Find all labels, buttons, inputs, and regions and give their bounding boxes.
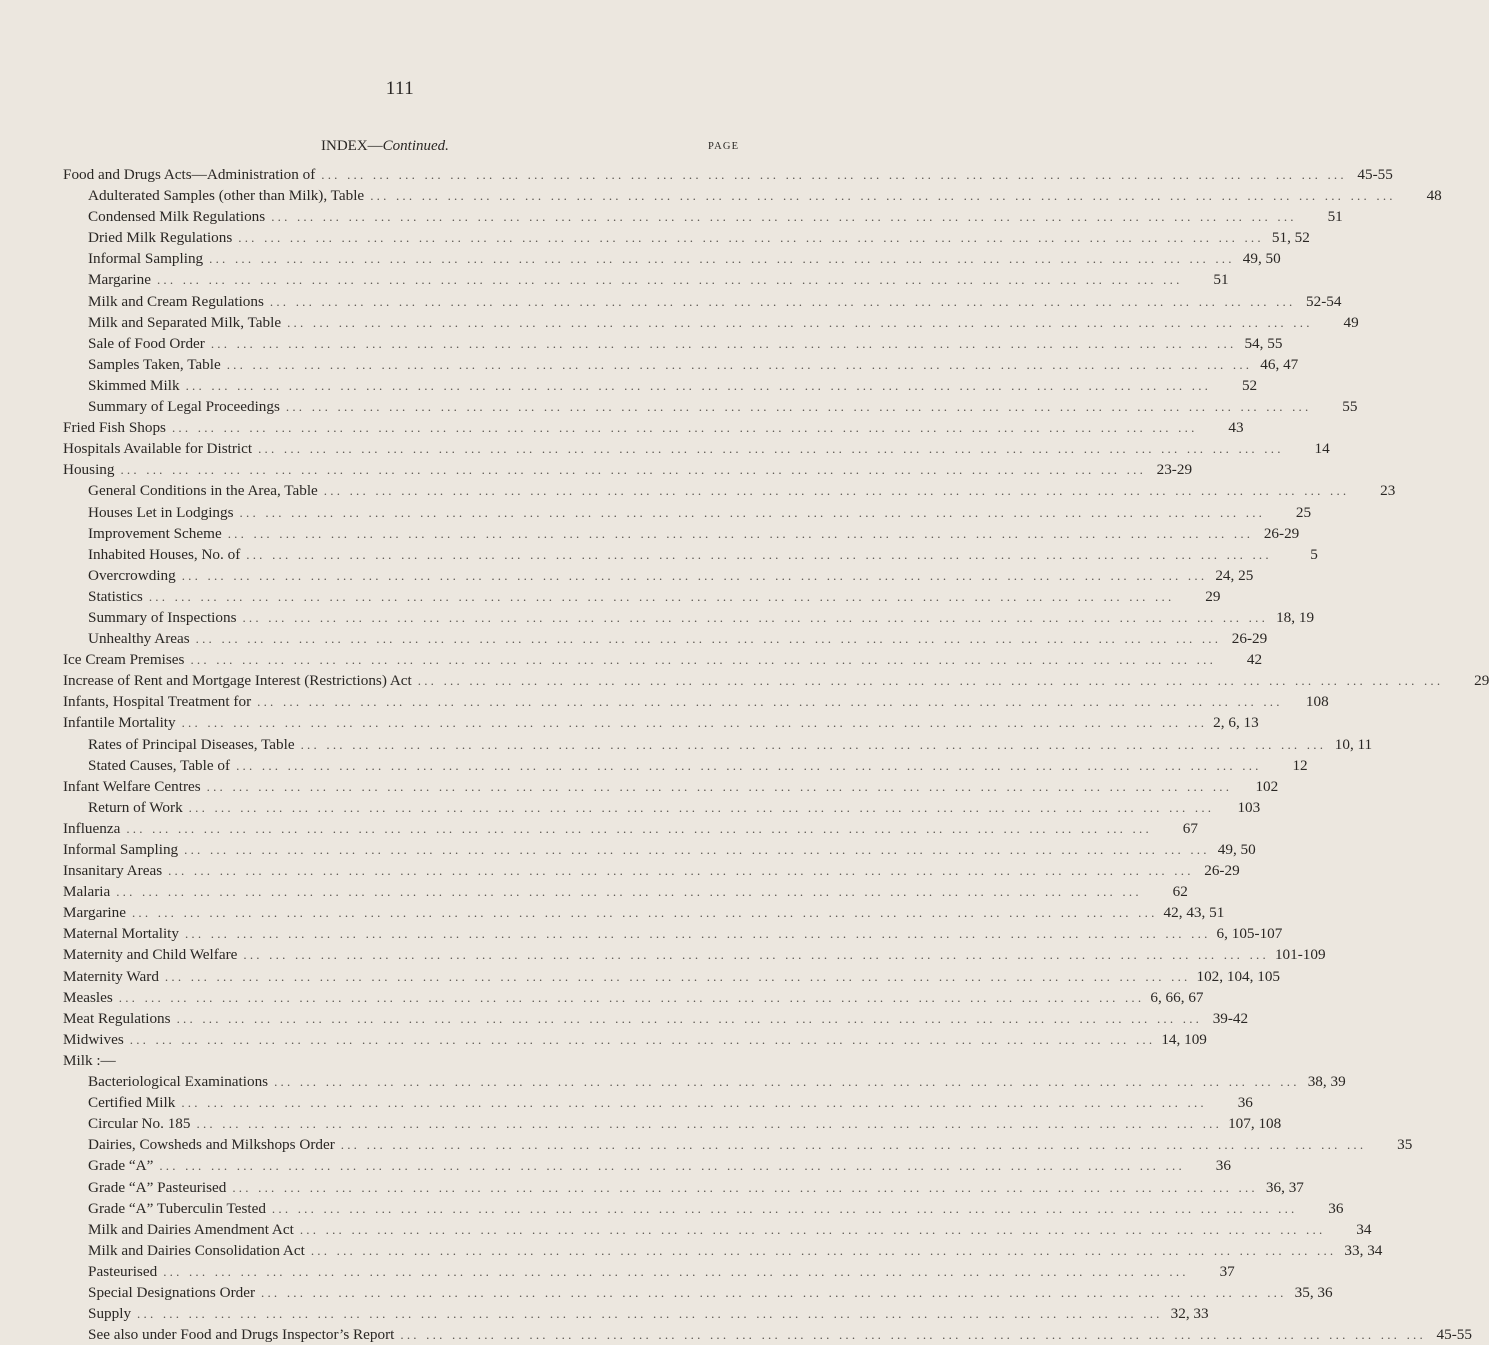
index-entry (63, 565, 1254, 586)
entry-label: See also under Food and Drugs Inspector’s Report (88, 1326, 395, 1344)
index-entry (63, 776, 1279, 797)
index-entry (63, 227, 1310, 248)
entry-label: Overcrowding (88, 566, 176, 584)
index-entry (63, 1071, 1346, 1092)
index-entry (63, 607, 1315, 628)
dot-leader: ... ... ... ... ... ... ... ... ... ... ... ... ... ... ... ... ... ... ... ... ... ... ... ... ... ... ... ... ... ... ... ... ... ... ... ... ... ... ... ... (171, 420, 1198, 436)
entry-pages: 2, 6, 13 (1213, 714, 1259, 732)
dot-leader: ... ... ... ... ... ... ... ... ... ... ... ... ... ... ... ... ... ... ... ... ... ... ... ... ... ... ... ... ... ... ... ... ... ... ... ... ... ... ... ... (156, 272, 1183, 288)
entry-pages: 42, 43, 51 (1163, 904, 1225, 922)
index-entry (63, 312, 1359, 333)
entry-pages: 34 (1356, 1220, 1372, 1238)
dot-leader: ... ... ... ... ... ... ... ... ... ... ... ... ... ... ... ... ... ... ... ... ... ... ... ... ... ... ... ... ... ... ... ... ... ... ... ... ... ... ... ... (226, 356, 1253, 372)
dot-leader: ... ... ... ... ... ... ... ... ... ... ... ... ... ... ... ... ... ... ... ... ... ... ... ... ... ... ... ... ... ... ... ... ... ... ... ... ... ... ... ... (236, 757, 1262, 773)
entry-label: Skimmed Milk (88, 376, 180, 394)
dot-leader: ... ... ... ... ... ... ... ... ... ... ... ... ... ... ... ... ... ... ... ... ... ... ... ... ... ... ... ... ... ... ... ... ... ... ... ... ... ... ... ... (258, 441, 1284, 457)
dot-leader: ... ... ... ... ... ... ... ... ... ... ... ... ... ... ... ... ... ... ... ... ... ... ... ... ... ... ... ... ... ... ... ... ... ... ... ... ... ... ... ... (131, 905, 1158, 921)
index-entry (63, 1008, 1249, 1029)
index-entry (63, 586, 1221, 607)
entry-pages: 49, 50 (1217, 841, 1256, 858)
dot-leader: ... ... ... ... ... ... ... ... ... ... ... ... ... ... ... ... ... ... ... ... ... ... ... ... ... ... ... ... ... ... ... ... ... ... ... ... ... ... ... ... (137, 1306, 1163, 1322)
index-title (321, 138, 449, 155)
entry-label: Infantile Mortality (63, 714, 176, 732)
entry-label: Margarine (88, 271, 151, 289)
entry-pages: 102, 104, 105 (1196, 967, 1281, 985)
page-column-label: PAGE (708, 141, 740, 152)
entry-label: Unhealthy Areas (88, 630, 190, 648)
index-entry (63, 755, 1308, 776)
entry-label: Dairies, Cowsheds and Milkshops Order (88, 1136, 335, 1154)
entry-label: Meat Regulations (63, 1009, 171, 1027)
entry-pages: 18, 19 (1276, 608, 1315, 626)
index-entry (63, 712, 1259, 733)
index-entry (63, 164, 1393, 185)
index-entry (63, 185, 1442, 206)
dot-leader: ... ... ... ... ... ... ... ... ... ... ... ... ... ... ... ... ... ... ... ... ... ... ... ... ... ... ... ... ... ... ... ... ... ... ... ... ... ... ... ... (159, 1158, 1185, 1174)
dot-leader: ... ... ... ... ... ... ... ... ... ... ... ... ... ... ... ... ... ... ... ... ... ... ... ... ... ... ... ... ... ... ... ... ... ... ... ... ... ... ... ... (321, 167, 1347, 182)
entry-pages: 36 (1237, 1094, 1253, 1112)
dot-leader: ... ... ... ... ... ... ... ... ... ... ... ... ... ... ... ... ... ... ... ... ... ... ... ... ... ... ... ... ... ... ... ... ... ... ... ... ... ... ... ... (188, 799, 1215, 815)
index-entry (63, 628, 1268, 649)
entry-label: Sale of Food Order (88, 334, 205, 352)
entry-pages: 51 (1327, 208, 1343, 226)
entry-pages: 42 (1246, 651, 1263, 669)
entry-pages: 29 (1205, 587, 1221, 605)
entry-label: Statistics (88, 587, 143, 605)
entry-label: Insanitary Areas (63, 862, 163, 880)
entry-label: Inhabited Houses, No. of (88, 545, 241, 563)
index-entry (63, 1324, 1472, 1345)
index-entry (63, 480, 1396, 501)
dot-leader: ... ... ... ... ... ... ... ... ... ... ... ... ... ... ... ... ... ... ... ... ... ... ... ... ... ... ... ... ... ... ... ... ... ... ... ... ... ... ... ... (164, 968, 1191, 984)
entry-pages: 39-42 (1212, 1009, 1249, 1027)
entry-label: Milk and Dairies Consolidation Act (88, 1241, 305, 1259)
entry-pages: 35, 36 (1294, 1283, 1333, 1301)
dot-leader: ... ... ... ... ... ... ... ... ... ... ... ... ... ... ... ... ... ... ... ... ... ... ... ... ... ... ... ... ... ... ... ... ... ... ... ... ... ... ... ... (261, 1284, 1287, 1300)
entry-label: Grade “A” Tuberculin Tested (88, 1199, 266, 1217)
dot-leader: ... ... ... ... ... ... ... ... ... ... ... ... ... ... ... ... ... ... ... ... ... ... ... ... ... ... ... ... ... ... ... ... ... ... ... ... ... ... ... ... (120, 462, 1147, 478)
index-entry (63, 354, 1299, 375)
index-entry (63, 1050, 743, 1071)
entry-pages: 24, 25 (1215, 566, 1254, 584)
entry-pages: 26-29 (1263, 524, 1300, 542)
index-entry (63, 1155, 1231, 1176)
index-entry (63, 1134, 1413, 1155)
dot-leader: ... ... ... ... ... ... ... ... ... ... ... ... ... ... ... ... ... ... ... ... ... ... ... ... ... ... ... ... ... ... ... ... ... ... ... ... ... ... ... ... (271, 1200, 1298, 1216)
entry-label: Grade “A” (88, 1157, 154, 1175)
index-entry (63, 1303, 1209, 1324)
entry-pages: 26-29 (1231, 630, 1268, 648)
index-entry (63, 1092, 1253, 1113)
entry-label: Samples Taken, Table (88, 355, 221, 373)
entry-label: Ice Cream Premises (63, 651, 185, 669)
index-entry (63, 375, 1258, 396)
dot-leader: ... ... ... ... ... ... ... ... ... ... ... ... ... ... ... ... ... ... ... ... ... ... ... ... ... ... ... ... ... ... ... ... ... ... ... ... ... ... ... ... (168, 863, 1194, 879)
entry-pages: 36, 37 (1265, 1178, 1304, 1196)
dot-leader: ... ... ... ... ... ... ... ... ... ... ... ... ... ... ... ... ... ... ... ... ... ... ... ... ... ... ... ... ... ... ... ... ... ... ... ... ... ... ... ... (323, 483, 1350, 499)
entry-pages: 54, 55 (1244, 334, 1283, 352)
dot-leader: ... ... ... ... ... ... ... ... ... ... ... ... ... ... ... ... ... ... ... ... ... ... ... ... ... ... ... ... ... ... ... ... ... ... ... ... ... ... ... ... (340, 1137, 1367, 1153)
entry-pages: 12 (1292, 756, 1308, 774)
dot-leader: ... ... ... ... ... ... ... ... ... ... ... ... ... ... ... ... ... ... ... ... ... ... ... ... ... ... ... ... ... ... ... ... ... ... ... ... ... ... ... ... (243, 947, 1269, 963)
entry-label: Summary of Inspections (88, 608, 237, 626)
entry-pages: 101-109 (1274, 946, 1326, 964)
entry-label: Fried Fish Shops (63, 419, 166, 437)
index-entry (63, 839, 1256, 860)
dot-leader: ... ... ... ... ... ... ... ... ... ... ... ... ... ... ... ... ... ... ... ... ... ... ... ... ... ... ... ... ... ... ... ... ... ... ... ... ... ... ... ... (190, 652, 1217, 668)
page-number: 111 (385, 78, 415, 99)
dot-leader: ... ... ... ... ... ... ... ... ... ... ... ... ... ... ... ... ... ... ... ... ... ... ... ... ... ... ... ... ... ... ... ... ... ... ... ... ... ... ... ... (181, 1095, 1207, 1111)
dot-leader: ... ... ... ... ... ... ... ... ... ... ... ... ... ... ... ... ... ... ... ... ... ... ... ... ... ... ... ... ... ... ... ... ... ... ... ... ... ... ... ... (285, 399, 1312, 415)
index-entry (63, 1177, 1304, 1198)
dot-leader: ... ... ... ... ... ... ... ... ... ... ... ... ... ... ... ... ... ... ... ... ... ... ... ... ... ... ... ... ... ... ... ... ... ... ... ... ... ... ... ... (163, 1263, 1189, 1279)
entry-pages: 32, 33 (1170, 1305, 1209, 1323)
dot-leader: ... ... ... ... ... ... ... ... ... ... ... ... ... ... ... ... ... ... ... ... ... ... ... ... ... ... ... ... ... ... ... ... ... ... ... ... ... ... ... ... (274, 1074, 1300, 1090)
dot-leader: ... ... ... ... ... ... ... ... ... ... ... ... ... ... ... ... ... ... ... ... ... ... ... ... ... ... ... ... ... ... ... ... ... ... ... ... ... ... ... ... (129, 1031, 1156, 1047)
entry-label: Influenza (63, 819, 121, 837)
index-entry (63, 860, 1240, 881)
index-entry (63, 1261, 1235, 1282)
entry-label: Milk and Dairies Amendment Act (88, 1220, 294, 1238)
dot-leader: ... ... ... ... ... ... ... ... ... ... ... ... ... ... ... ... ... ... ... ... ... ... ... ... ... ... ... ... ... ... ... ... ... ... ... ... ... ... ... ... (269, 293, 1296, 309)
entry-pages: 45-55 (1357, 166, 1393, 183)
index-header (0, 138, 800, 158)
entry-pages: 52-54 (1306, 292, 1342, 310)
index-entry (63, 944, 1326, 965)
dot-leader: ... ... ... ... ... ... ... ... ... ... ... ... ... ... ... ... ... ... ... ... ... ... ... ... ... ... ... ... ... ... ... ... ... ... ... ... ... ... ... ... (116, 884, 1142, 900)
dot-leader: ... ... ... ... ... ... ... ... ... ... ... ... ... ... ... ... ... ... ... ... ... ... ... ... ... ... ... ... ... ... ... ... ... ... ... ... ... ... ... ... (126, 820, 1152, 836)
entry-pages: 52 (1241, 376, 1258, 394)
entry-label: Infant Welfare Centres (63, 777, 201, 795)
entry-label: Grade “A” Pasteurised (88, 1178, 227, 1196)
dot-leader: ... ... ... ... ... ... ... ... ... ... ... ... ... ... ... ... ... ... ... ... ... ... ... ... ... ... ... ... ... ... ... ... ... ... ... ... ... ... ... ... (181, 715, 1208, 731)
index-entry (63, 523, 1300, 544)
entry-label: Condensed Milk Regulations (88, 208, 266, 226)
entry-pages: 10, 11 (1334, 735, 1373, 753)
entry-label: Measles (63, 988, 113, 1006)
entry-pages: 38, 39 (1307, 1073, 1346, 1091)
entry-label: Supply (88, 1305, 132, 1323)
entry-label: Adulterated Samples (other than Milk), Table (88, 187, 365, 205)
index-entry (63, 649, 1263, 670)
entry-pages: 14, 109 (1161, 1030, 1207, 1048)
index-entry (63, 417, 1244, 438)
entry-pages: 23 (1380, 482, 1396, 500)
index-entries (63, 164, 1489, 1345)
index-entry (63, 206, 1343, 227)
entry-label: Special Designations Order (88, 1283, 256, 1301)
index-entry (63, 1282, 1333, 1303)
dot-leader: ... ... ... ... ... ... ... ... ... ... ... ... ... ... ... ... ... ... ... ... ... ... ... ... ... ... ... ... ... ... ... ... ... ... ... ... ... ... ... ... (257, 694, 1283, 710)
entry-label: Housing (63, 461, 115, 479)
entry-label: Increase of Rent and Mortgage Interest (Restrictions) Act (63, 672, 412, 690)
index-entry (63, 881, 1188, 902)
index-entry (63, 670, 1489, 691)
dot-leader: ... ... ... ... ... ... ... ... ... ... ... ... ... ... ... ... ... ... ... ... ... ... ... ... ... ... ... ... ... ... ... ... ... ... ... ... ... ... ... ... (239, 504, 1266, 520)
index-entry (63, 923, 1283, 944)
entry-pages: 37 (1219, 1262, 1235, 1280)
index-entry (63, 291, 1342, 312)
entry-pages: 49, 50 (1242, 250, 1281, 268)
entry-pages: 6, 66, 67 (1150, 988, 1204, 1006)
entry-pages: 43 (1228, 419, 1244, 437)
entry-pages: 5 (1310, 545, 1318, 563)
entry-label: Maternity Ward (63, 967, 159, 985)
entry-pages: 14 (1314, 440, 1330, 458)
index-entry (63, 818, 1198, 839)
index-entry (63, 459, 1193, 480)
index-title-main: INDEX— (321, 138, 383, 154)
entry-pages: 48 (1426, 187, 1442, 205)
entry-pages: 51 (1213, 271, 1229, 289)
entry-label: Milk :— (63, 1051, 116, 1069)
entry-label: General Conditions in the Area, Table (88, 482, 318, 500)
entry-pages: 45-55 (1436, 1326, 1472, 1344)
dot-leader: ... ... ... ... ... ... ... ... ... ... ... ... ... ... ... ... ... ... ... ... ... ... ... ... ... ... ... ... ... ... ... ... ... ... ... ... ... ... ... ... (181, 567, 1208, 583)
index-entry (63, 544, 1318, 565)
entry-pages: 6, 105-107 (1216, 925, 1283, 943)
index-entry (63, 902, 1225, 923)
entry-pages: 46, 47 (1260, 355, 1299, 373)
dot-leader: ... ... ... ... ... ... ... ... ... ... ... ... ... ... ... ... ... ... ... ... ... ... ... ... ... ... ... ... ... ... ... ... ... ... ... ... ... ... ... ... (310, 1242, 1337, 1258)
entry-label: Stated Causes, Table of (88, 756, 231, 774)
dot-leader: ... ... ... ... ... ... ... ... ... ... ... ... ... ... ... ... ... ... ... ... ... ... ... ... ... ... ... ... ... ... ... ... ... ... ... ... ... ... ... ... (210, 335, 1237, 351)
entry-label: Milk and Cream Regulations (88, 292, 264, 310)
dot-leader: ... ... ... ... ... ... ... ... ... ... ... ... ... ... ... ... ... ... ... ... ... ... ... ... ... ... ... ... ... ... ... ... ... ... ... ... ... ... ... ... (118, 989, 1145, 1005)
entry-pages: 107, 108 (1228, 1115, 1282, 1133)
index-entry (63, 966, 1281, 987)
index-entry (63, 1198, 1344, 1219)
entry-pages: 26-29 (1204, 862, 1240, 880)
entry-label: Food and Drugs Acts—Administration of (63, 166, 316, 183)
entry-label: Circular No. 185 (88, 1115, 191, 1133)
entry-pages: 51, 52 (1271, 229, 1310, 247)
entry-pages: 55 (1342, 398, 1358, 416)
entry-label: Return of Work (88, 798, 183, 816)
entry-pages: 33, 34 (1344, 1241, 1383, 1259)
entry-label: Informal Sampling (63, 841, 179, 858)
dot-leader: ... ... ... ... ... ... ... ... ... ... ... ... ... ... ... ... ... ... ... ... ... ... ... ... ... ... ... ... ... ... ... ... ... ... ... ... ... ... ... ... (271, 209, 1297, 225)
index-entry (63, 1113, 1282, 1134)
entry-pages: 36 (1328, 1199, 1344, 1217)
dot-leader: ... ... ... ... ... ... ... ... ... ... ... ... ... ... ... ... ... ... ... ... ... ... ... ... ... ... ... ... ... ... ... ... ... ... ... ... ... ... ... ... (195, 631, 1222, 647)
entry-label: Margarine (63, 904, 126, 922)
index-entry (63, 333, 1283, 354)
dot-leader: ... ... ... ... ... ... ... ... ... ... ... ... ... ... ... ... ... ... ... ... ... ... ... ... ... ... ... ... ... ... ... ... ... ... ... ... ... ... ... ... (196, 1116, 1223, 1132)
dot-leader: ... ... ... ... ... ... ... ... ... ... ... ... ... ... ... ... ... ... ... ... ... ... ... ... ... ... ... ... ... ... ... ... ... ... ... ... ... ... ... ... (242, 609, 1269, 625)
dot-leader: ... ... ... ... ... ... ... ... ... ... ... ... ... ... ... ... ... ... ... ... ... ... ... ... ... ... ... ... ... ... ... ... ... ... ... ... ... ... ... ... (232, 1179, 1258, 1195)
entry-label: Certified Milk (88, 1094, 176, 1112)
dot-leader: ... ... ... ... ... ... ... ... ... ... ... ... ... ... ... ... ... ... ... ... ... ... ... ... ... ... ... ... ... ... ... ... ... ... ... ... ... ... ... ... (417, 673, 1444, 689)
entry-pages: 67 (1182, 819, 1198, 837)
index-entry (63, 987, 1204, 1008)
entry-label: Improvement Scheme (88, 524, 222, 542)
index-entry (63, 438, 1330, 459)
dot-leader: ... ... ... ... ... ... ... ... ... ... ... ... ... ... ... ... ... ... ... ... ... ... ... ... ... ... ... ... ... ... ... ... ... ... ... ... ... ... ... ... (148, 588, 1175, 604)
dot-leader: ... ... ... ... ... ... ... ... ... ... ... ... ... ... ... ... ... ... ... ... ... ... ... ... ... ... ... ... ... ... ... ... ... ... ... ... ... ... ... ... (287, 314, 1313, 330)
entry-pages: 103 (1237, 798, 1261, 816)
index-entry (63, 1029, 1207, 1050)
entry-pages: 36 (1215, 1157, 1231, 1175)
entry-label: Infants, Hospital Treatment for (63, 693, 252, 711)
index-entry (63, 1240, 1383, 1261)
entry-label: Houses Let in Lodgings (88, 503, 234, 521)
entry-label: Midwives (63, 1030, 124, 1048)
dot-leader: ... ... ... ... ... ... ... ... ... ... ... ... ... ... ... ... ... ... ... ... ... ... ... ... ... ... ... ... ... ... ... ... ... ... ... ... ... ... ... ... (184, 926, 1211, 942)
entry-label: Maternity and Child Welfare (63, 946, 238, 964)
entry-pages: 29 (1474, 672, 1489, 690)
index-title-continued: Continued. (382, 138, 449, 154)
dot-leader: ... ... ... ... ... ... ... ... ... ... ... ... ... ... ... ... ... ... ... ... ... ... ... ... ... ... ... ... ... ... ... ... ... ... ... ... ... ... ... ... (400, 1327, 1426, 1343)
index-entry (63, 269, 1229, 290)
entry-label: Maternal Mortality (63, 925, 179, 943)
dot-leader: ... ... ... ... ... ... ... ... ... ... ... ... ... ... ... ... ... ... ... ... ... ... ... ... ... ... ... ... ... ... ... ... ... ... ... ... ... ... ... ... (209, 251, 1235, 267)
dot-leader: ... ... ... ... ... ... ... ... ... ... ... ... ... ... ... ... ... ... ... ... ... ... ... ... ... ... ... ... ... ... ... ... ... ... ... ... ... ... ... ... (206, 778, 1233, 794)
index-entry (63, 691, 1329, 712)
index-entry (63, 396, 1358, 417)
dot-leader: ... ... ... ... ... ... ... ... ... ... ... ... ... ... ... ... ... ... ... ... ... ... ... ... ... ... ... ... ... ... ... ... ... ... ... ... ... ... ... ... (185, 377, 1212, 393)
entry-label: Hospitals Available for District (63, 440, 253, 458)
index-entry (63, 797, 1261, 818)
index-entry (63, 502, 1312, 523)
dot-leader: ... ... ... ... ... ... ... ... ... ... ... ... ... ... ... ... ... ... ... ... ... ... ... ... ... ... ... ... ... ... ... ... ... ... ... ... ... ... ... ... (238, 230, 1264, 246)
entry-pages: 62 (1172, 883, 1188, 901)
entry-pages: 102 (1255, 777, 1279, 795)
dot-leader: ... ... ... ... ... ... ... ... ... ... ... ... ... ... ... ... ... ... ... ... ... ... ... ... ... ... ... ... ... ... ... ... ... ... ... ... ... ... ... ... (176, 1010, 1203, 1026)
dot-leader: ... ... ... ... ... ... ... ... ... ... ... ... ... ... ... ... ... ... ... ... ... ... ... ... ... ... ... ... ... ... ... ... ... ... ... ... ... ... ... ... (246, 546, 1272, 562)
index-entry (63, 734, 1373, 755)
entry-pages: 23-29 (1156, 461, 1193, 479)
entry-pages: 35 (1397, 1136, 1413, 1154)
entry-pages: 25 (1295, 503, 1312, 521)
entry-label: Bacteriological Examinations (88, 1073, 269, 1091)
dot-leader: ... ... ... ... ... ... ... ... ... ... ... ... ... ... ... ... ... ... ... ... ... ... ... ... ... ... ... ... ... ... ... ... ... ... ... ... ... ... ... ... (299, 1221, 1326, 1237)
index-entry (63, 248, 1281, 269)
dot-leader: ... ... ... ... ... ... ... ... ... ... ... ... ... ... ... ... ... ... ... ... ... ... ... ... ... ... ... ... ... ... ... ... ... ... ... ... ... ... ... ... (227, 525, 1254, 541)
dot-leader: ... ... ... ... ... ... ... ... ... ... ... ... ... ... ... ... ... ... ... ... ... ... ... ... ... ... ... ... ... ... ... ... ... ... ... ... ... ... ... ... (370, 188, 1396, 204)
dot-leader: ... ... ... ... ... ... ... ... ... ... ... ... ... ... ... ... ... ... ... ... ... ... ... ... ... ... ... ... ... ... ... ... ... ... ... ... ... ... ... ... (300, 736, 1327, 752)
entry-label: Informal Sampling (88, 250, 204, 268)
dot-leader: ... ... ... ... ... ... ... ... ... ... ... ... ... ... ... ... ... ... ... ... ... ... ... ... ... ... ... ... ... ... ... ... ... ... ... ... ... ... ... ... (184, 842, 1210, 857)
entry-label: Rates of Principal Diseases, Table (88, 735, 295, 753)
index-entry (63, 1219, 1372, 1240)
entry-label: Summary of Legal Proceedings (88, 398, 280, 416)
entry-label: Dried Milk Regulations (88, 229, 233, 247)
entry-pages: 49 (1343, 313, 1359, 331)
entry-label: Pasteurised (88, 1262, 158, 1280)
entry-label: Milk and Separated Milk, Table (88, 313, 282, 331)
entry-pages: 108 (1305, 693, 1329, 711)
entry-label: Malaria (63, 883, 111, 901)
